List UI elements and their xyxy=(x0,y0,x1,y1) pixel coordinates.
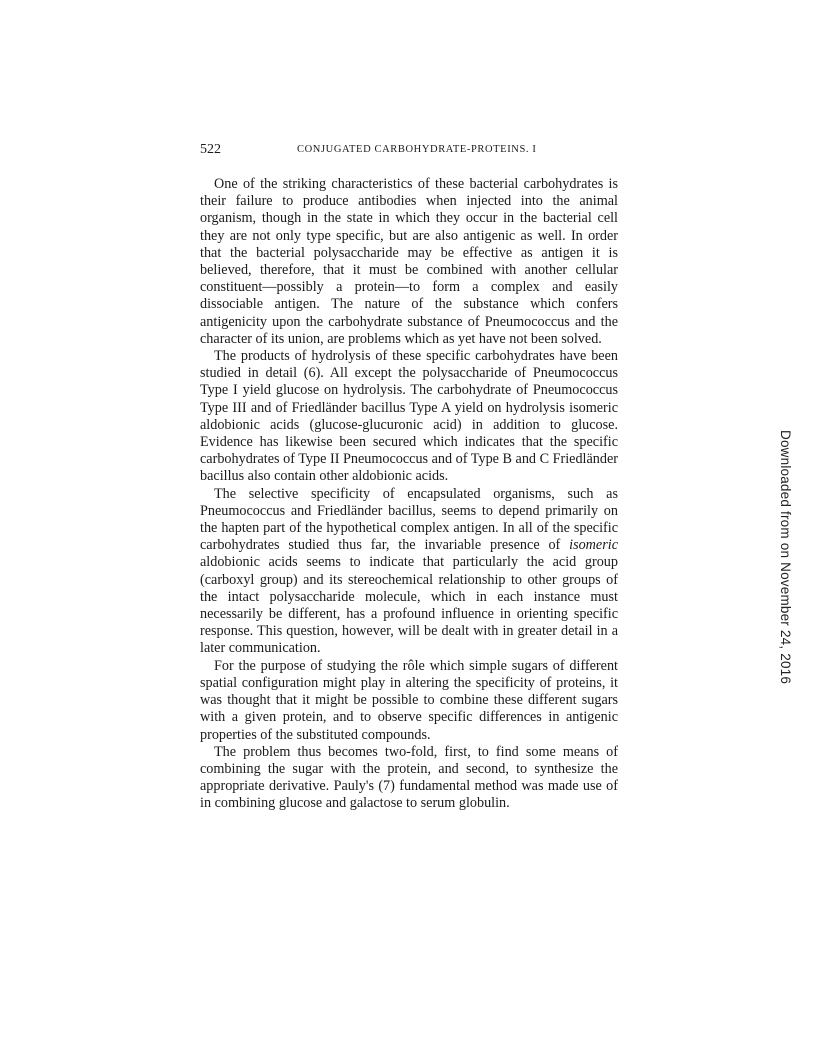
paragraph: The problem thus becomes two-fold, first, to find some means of combining the sugar with the protein, and second, to synthesize the appropriate derivative. Pauly's (7) fundamental method was made use of in combining glucose and galactose to serum globulin. xyxy=(200,743,618,812)
paragraph xyxy=(200,486,618,658)
italic-term: isomeric xyxy=(569,537,618,554)
page-number: 522 xyxy=(200,142,221,157)
paragraph: One of the striking characteristics of these bacterial carbohydrates is their failure to produce antibodies when injected into the animal organism, though in the state in which they occur in the bacterial cell they are not only type specific, but are also antigenic as well. In order that the bacterial polysaccharide may be effective as antigen it is believed, therefore, that it must be combined with another cellular constituent—possibly a protein—to form a complex and easily dissociable antigen. The nature of the substance which confers antigenicity upon the carbohydrate substance of Pneumococcus and the character of its union, are problems which as yet have not been solved. xyxy=(200,176,618,347)
paragraph-text: aldobionic acids seems to indicate that particularly the acid group (carboxyl group) and its stereochemical relationship to other groups of the intact polysaccharide molecule, which in each instance must necessarily be different, has a profound influence in orienting specific response. This question, however, will be dealt with in greater detail in a later communication. xyxy=(200,554,618,657)
page-header xyxy=(200,142,620,162)
body-text xyxy=(200,176,618,813)
download-watermark: Downloaded from on November 24, 2016 xyxy=(778,430,793,685)
paragraph: The products of hydrolysis of these specific carbohydrates have been studied in detail (6). All except the polysaccharide of Pneumococcus Type I yield glucose on hydrolysis. The carbohydrate of Pneumococcus Type III and of Friedländer bacillus Type A yield on hydrolysis isomeric aldobionic acids (glucose-glucuronic acid) in addition to glucose. Evidence has likewise been secured which indicates that the specific carbohydrates of Type II Pneumococcus and of Type B and C Friedländer bacillus also contain other aldobionic acids. xyxy=(200,348,618,485)
paragraph: For the purpose of studying the rôle which simple sugars of different spatial configuration might play in altering the specificity of proteins, it was thought that it might be possible to combine these different sugars with a given protein, and to observe specific differences in antigenic properties of the substituted compounds. xyxy=(200,657,618,743)
paragraph-text: The selective specificity of encapsulated organisms, such as Pneumococcus and Friedländer bacillus, seems to depend primarily on the hapten part of the hypothetical complex antigen. In all of the specific carbohydrates studied thus far, the invariable presence of xyxy=(200,485,618,554)
running-head: CONJUGATED CARBOHYDRATE-PROTEINS. I xyxy=(297,144,537,155)
